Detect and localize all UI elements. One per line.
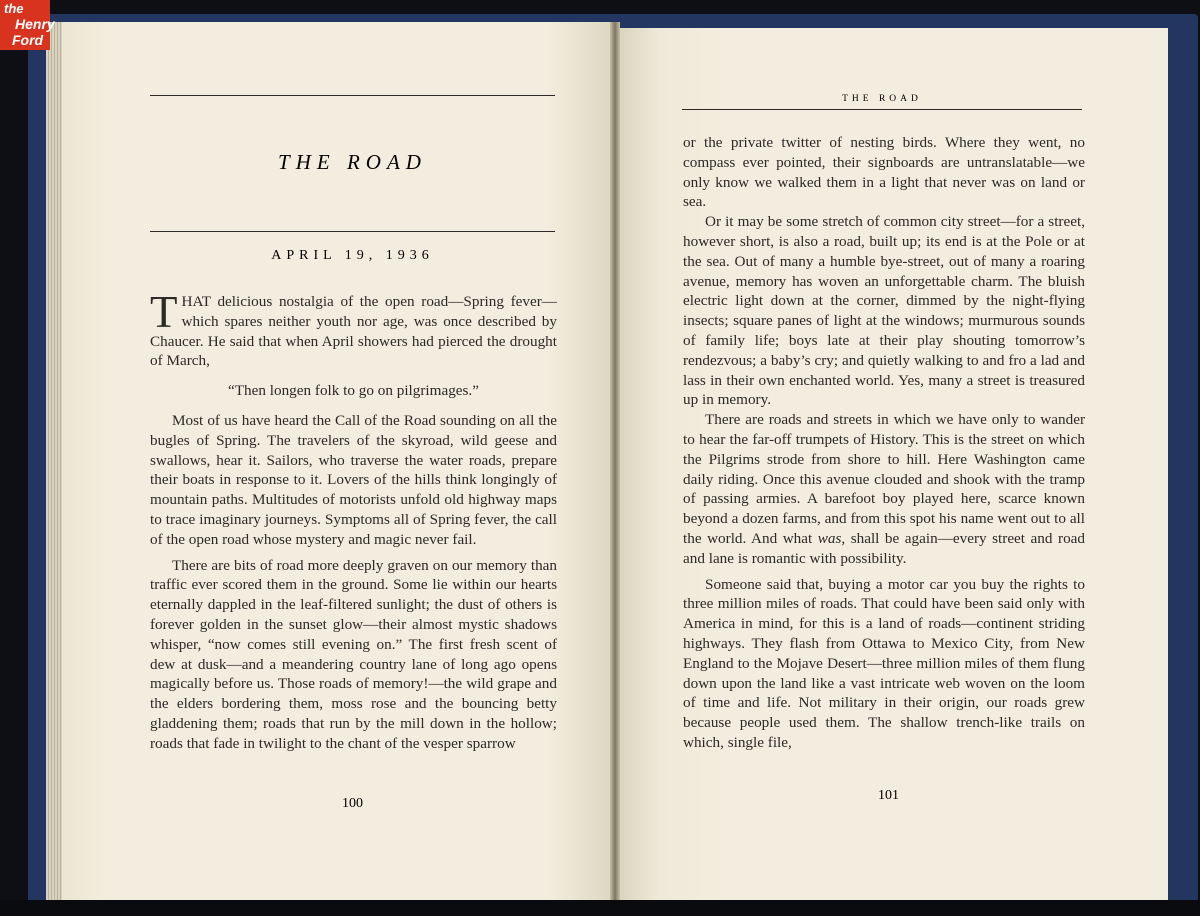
henry-ford-logo — [0, 0, 55, 50]
dateline: APRIL 19, 1936 — [271, 248, 434, 263]
right-paragraph-4: Someone said that, buying a motor car you buy the rights to three million miles of roads. That could have been said only with America in mind, for this is a land of roads—continent striding highways. They flash from Ottawa to Mexico City, from New England to the Mojave Desert—three million miles of them flung down upon the land like a vast intricate web woven on the loom of time and life. Not military in their origin, our roads grew because people used them. The shallow trench-like trails on which, single file, — [683, 575, 1085, 751]
right-body-text — [683, 133, 1085, 753]
book-gutter — [610, 22, 620, 900]
chaucer-quote: “Then longen folk to go on pilgrimages.” — [228, 382, 479, 400]
left-paragraph-1 — [150, 287, 557, 371]
page-number-left: 100 — [342, 796, 363, 811]
page-number-right: 101 — [878, 788, 899, 803]
logo-line-2: Henry — [15, 16, 55, 32]
header-rule — [682, 109, 1082, 110]
right-paragraph-3-text-a: There are roads and streets in which we have only to wander to hear the far-off trumpets of History. This is the street on which the Pilgrims strode from shore to hill. Here Washington came daily riding. Once this avenue clouded and shook with the tramp of passing armies. A barefoot boy played here, scarce known beyond a dozen farms, and from this spot his name went out to all the world. And what — [683, 411, 1085, 547]
chapter-title: THE ROAD — [278, 150, 427, 174]
left-body-text — [150, 287, 557, 754]
drop-cap: T — [150, 287, 178, 337]
right-paragraph-3 — [683, 410, 1085, 568]
left-paragraph-2: Most of us have heard the Call of the Road sounding on all the bugles of Spring. The travelers of the skyroad, wild geese and swallows, hear it. Sailors, who traverse the water roads, prepare their boats in response to it. Lovers of the hills think longingly of mountain paths. Multitudes of motorists unfold old highway maps to trace imaginary journeys. Symptoms all of Spring fever, the call of the open road whose mystery and magic never fail. — [150, 411, 557, 548]
top-rule — [150, 95, 555, 96]
right-paragraph-2: Or it may be some stretch of common city street—for a street, however short, is also a road, built up; its end is at the Pole or at the sea. Out of many a humble bye-street, out of many a roaring avenue, memory has woven an unforgettable charm. The bluish electric light down at the corner, dimmed by the night-flying insects; square panes of light at the windows; murmurous sounds of family life; boys late at their play shouting tomorrow’s rendezvous; a baby’s cry; and quietly walking to and fro a lad and lass in their own enchanted world. Yes, many a street is treasured up in memory. — [683, 213, 1085, 409]
background-surface — [0, 900, 1200, 916]
left-paragraph-1-text: HAT delicious nostalgia of the open road—Spring fever—which spares neither youth nor age, was once described by Chaucer. He said that when April showers had pierced the drought of March, — [150, 293, 557, 370]
right-paragraph-1: or the private twitter of nesting birds. Where they went, no compass ever pointed, their signboards are untranslatable—we only know we walked them in a light that never was on land or sea. — [683, 134, 1085, 211]
logo-line-1: the — [4, 1, 24, 16]
logo-line-3: Ford — [12, 32, 44, 48]
left-paragraph-3: There are bits of road more deeply graven on our memory than traffic ever scored them in the ground. Some lie within our hearts eternally dappled in the leaf-filtered sunlight; the dust of others is forever golden in the sunset glow—their almost mystic shadows whisper, “now comes still evening on.” The first fresh scent of dew at dusk—and a meandering country lane of long ago opens magically before us. Those roads of memory!—the wild grape and the elders bordering them, moss rose and the bouncing betty gladdening them; roads that run by the mill down in the hollow; roads that fade in twilight to the chant of the vesper sparrow — [150, 556, 557, 752]
italic-was: was, — [817, 529, 846, 547]
title-rule — [150, 231, 555, 232]
right-paragraph-3-text-b: shall be again—every street and road and lane is romantic with possibility. — [683, 529, 1085, 567]
running-head: THE ROAD — [842, 94, 922, 104]
